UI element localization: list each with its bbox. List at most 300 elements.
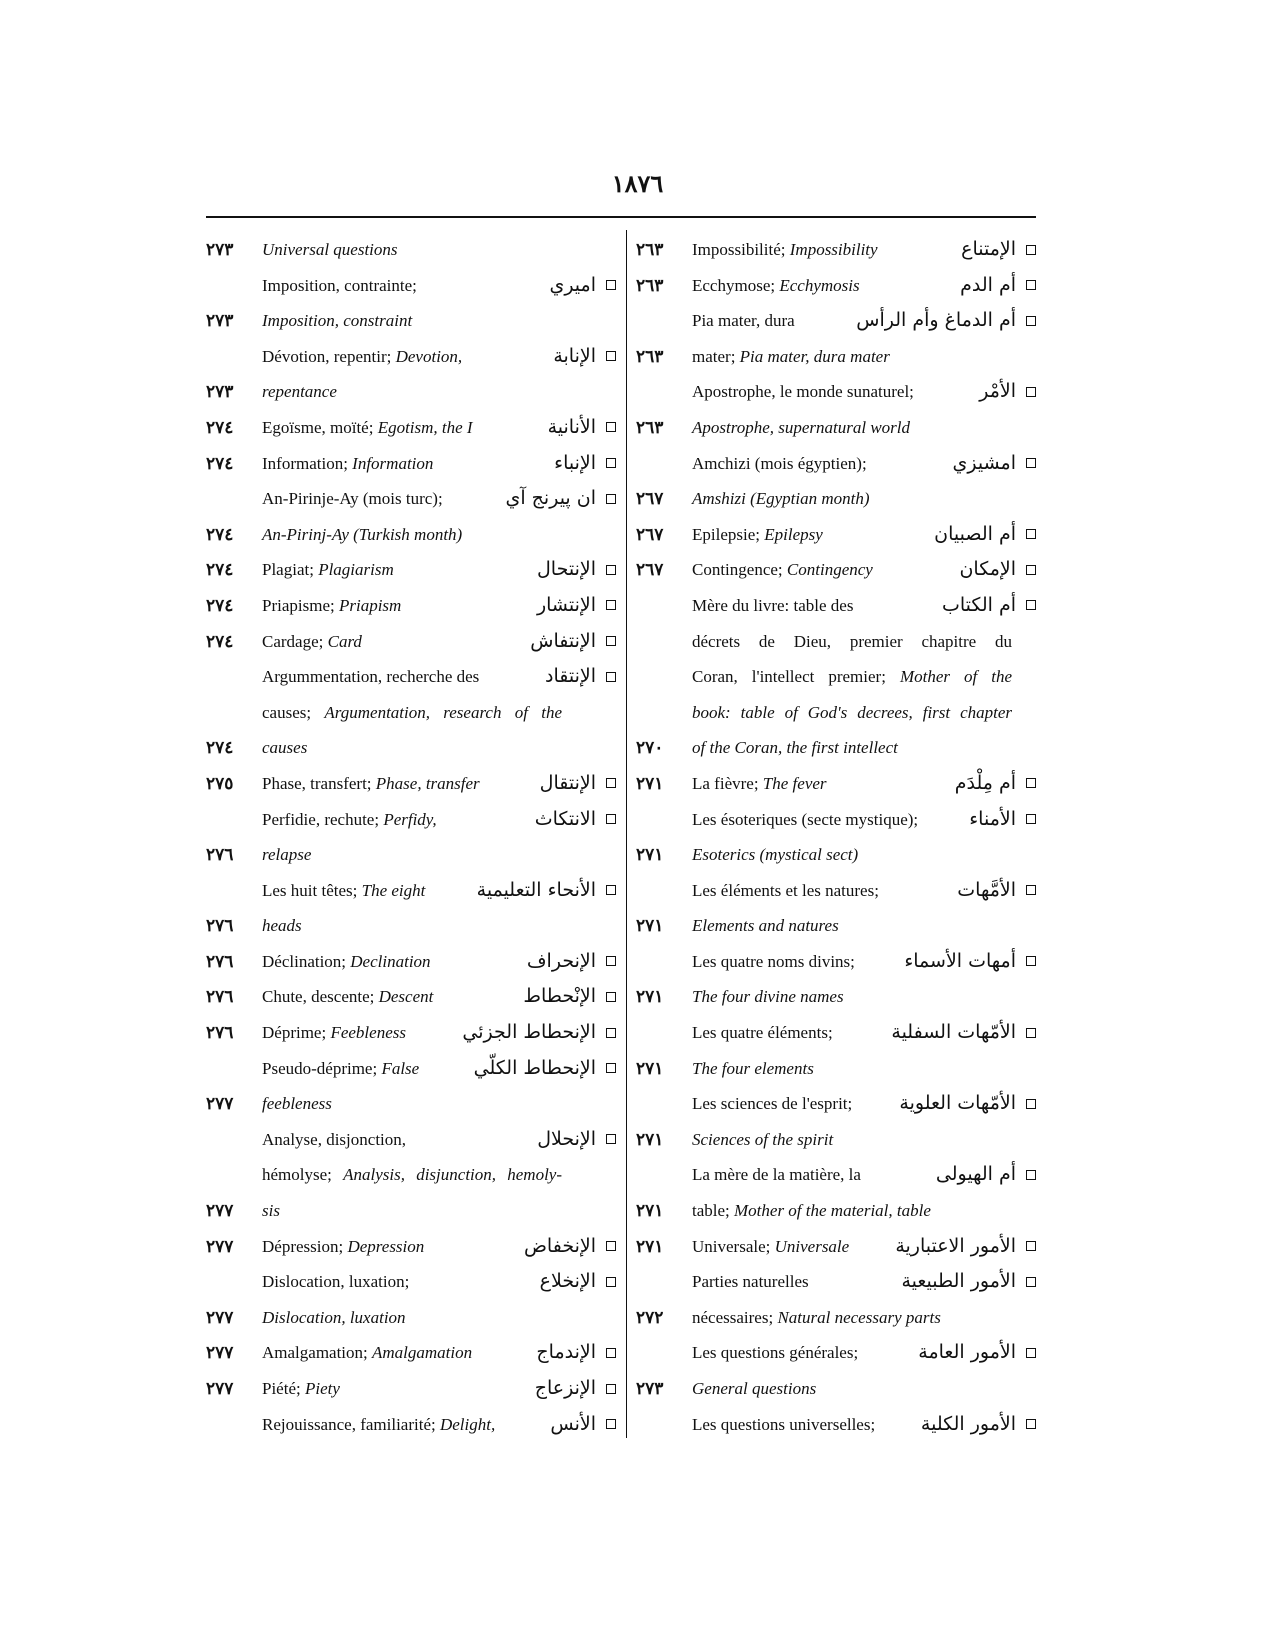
entry-bullet-icon bbox=[606, 814, 616, 824]
arabic-term: الإنْحطاط bbox=[523, 985, 596, 1008]
arabic-headword bbox=[477, 873, 616, 909]
entry-bullet-icon bbox=[606, 636, 616, 646]
english-term: False bbox=[381, 1058, 420, 1078]
arabic-term: الانتكاث bbox=[534, 807, 596, 830]
entry-text bbox=[692, 446, 982, 482]
entry-line bbox=[636, 802, 1036, 838]
entry-text bbox=[692, 481, 982, 517]
english-term: heads bbox=[262, 916, 302, 936]
entry-text bbox=[262, 1086, 562, 1122]
arabic-headword bbox=[553, 339, 616, 375]
page-reference: ٢٦٧ bbox=[636, 524, 664, 544]
arabic-headword bbox=[505, 481, 616, 517]
entry-text bbox=[262, 339, 562, 375]
entry-text bbox=[262, 410, 562, 446]
arabic-headword bbox=[979, 374, 1036, 410]
page-reference: ٢٧١ bbox=[636, 916, 664, 936]
entry-bullet-icon bbox=[606, 600, 616, 610]
entry-line bbox=[636, 873, 1036, 909]
page-reference: ٢٧١ bbox=[636, 1129, 664, 1149]
entry-line bbox=[206, 873, 616, 909]
entry-line bbox=[636, 1015, 1036, 1051]
arabic-headword bbox=[895, 1229, 1036, 1265]
arabic-term: الإنخفاض bbox=[523, 1234, 596, 1257]
entry-line bbox=[636, 1335, 1036, 1371]
entry-text bbox=[262, 232, 562, 268]
entry-line bbox=[206, 517, 616, 553]
entry-text bbox=[262, 659, 562, 695]
entry-line bbox=[636, 766, 1036, 802]
english-term: The four divine names bbox=[692, 987, 844, 1007]
entry-line bbox=[206, 1335, 616, 1371]
entry-text bbox=[262, 588, 562, 624]
entry-line bbox=[636, 624, 1036, 660]
arabic-headword bbox=[942, 588, 1036, 624]
entry-text bbox=[262, 552, 562, 588]
arabic-headword bbox=[549, 268, 616, 304]
arabic-headword bbox=[959, 552, 1036, 588]
french-term: Coran, l'intellect premier; bbox=[692, 667, 886, 687]
entry-text bbox=[692, 268, 982, 304]
entry-line bbox=[206, 1407, 616, 1443]
english-term: Argumentation, research of the bbox=[324, 702, 563, 722]
entry-line bbox=[636, 552, 1036, 588]
arabic-term: الأمْر bbox=[979, 380, 1016, 403]
french-term: causes; bbox=[262, 702, 312, 722]
arabic-headword bbox=[540, 1264, 616, 1300]
french-term: Universale; bbox=[692, 1236, 771, 1256]
french-term: Les éléments et les natures; bbox=[692, 880, 879, 900]
entry-text bbox=[262, 624, 562, 660]
french-term: mater; bbox=[692, 346, 736, 366]
entry-line bbox=[636, 1086, 1036, 1122]
arabic-headword bbox=[961, 232, 1036, 268]
entry-line bbox=[206, 1300, 616, 1336]
french-term: Impossibilité; bbox=[692, 240, 786, 259]
entry-line bbox=[636, 374, 1036, 410]
entry-text bbox=[692, 232, 982, 268]
english-term: Card bbox=[327, 631, 362, 651]
english-term: Egotism, the I bbox=[377, 417, 473, 437]
arabic-headword bbox=[918, 1335, 1036, 1371]
english-term: Natural necessary parts bbox=[777, 1307, 941, 1327]
entry-text bbox=[692, 588, 982, 624]
page-reference: ٢٧٣ bbox=[206, 382, 234, 402]
english-term: Devotion, bbox=[395, 346, 463, 366]
arabic-headword bbox=[891, 1015, 1036, 1051]
entry-text bbox=[262, 446, 562, 482]
arabic-headword bbox=[537, 1122, 616, 1158]
entry-text bbox=[262, 1157, 562, 1193]
page-reference: ٢٧٦ bbox=[206, 845, 234, 865]
english-term: Contingency bbox=[786, 560, 873, 580]
entry-text bbox=[262, 802, 562, 838]
english-term: feebleness bbox=[262, 1094, 332, 1114]
english-term: Universale bbox=[774, 1236, 850, 1256]
arabic-headword bbox=[934, 517, 1036, 553]
entry-bullet-icon bbox=[1026, 1241, 1036, 1251]
english-term: Depression bbox=[347, 1236, 425, 1256]
entry-line bbox=[206, 446, 616, 482]
entry-text bbox=[692, 837, 982, 873]
entry-line bbox=[206, 232, 616, 268]
entry-line bbox=[636, 481, 1036, 517]
page-reference: ٢٧٧ bbox=[206, 1379, 234, 1398]
entry-line bbox=[206, 1229, 616, 1265]
french-term: Epilepsie; bbox=[692, 524, 760, 544]
page-reference: ٢٧٧ bbox=[206, 1307, 234, 1327]
french-term: Mère du livre: table des bbox=[692, 595, 854, 615]
english-term: An-Pirinj-Ay (Turkish month) bbox=[262, 524, 463, 544]
arabic-headword bbox=[957, 873, 1036, 909]
arabic-term: امشيزي bbox=[952, 451, 1016, 474]
arabic-term: الأمور الكلية bbox=[920, 1412, 1016, 1435]
english-term: The eight bbox=[361, 880, 426, 900]
french-term: Les ésoteriques (secte mystique); bbox=[692, 809, 919, 829]
page-reference: ٢٧٧ bbox=[206, 1094, 234, 1114]
page-reference: ٢٧٦ bbox=[206, 987, 234, 1007]
entry-text bbox=[692, 873, 982, 909]
entry-bullet-icon bbox=[1026, 885, 1036, 895]
entry-bullet-icon bbox=[606, 1348, 616, 1358]
arabic-term: الأمور الاعتبارية bbox=[895, 1234, 1016, 1257]
entry-text bbox=[262, 1229, 562, 1265]
arabic-headword bbox=[969, 802, 1036, 838]
english-term: Perfidy, bbox=[383, 809, 437, 829]
entry-bullet-icon bbox=[606, 494, 616, 504]
page-reference: ٢٧٢ bbox=[636, 1307, 664, 1327]
arabic-term: أمهات الأسماء bbox=[904, 949, 1016, 972]
entry-line bbox=[206, 695, 616, 731]
entry-line bbox=[206, 624, 616, 660]
entry-line bbox=[206, 730, 616, 766]
english-term: Mother of the material, table bbox=[734, 1201, 931, 1221]
entry-text bbox=[692, 1051, 982, 1087]
entry-text bbox=[692, 908, 982, 944]
entry-line bbox=[206, 1371, 616, 1407]
arabic-headword bbox=[540, 766, 616, 802]
page-reference: ٢٦٧ bbox=[636, 560, 664, 580]
arabic-headword bbox=[856, 303, 1036, 339]
arabic-term: الإنحلال bbox=[537, 1127, 596, 1150]
entry-line bbox=[206, 268, 616, 304]
entry-text bbox=[262, 1264, 562, 1300]
english-term: Ecchymosis bbox=[779, 275, 860, 295]
page-reference: ٢٧١ bbox=[636, 845, 664, 865]
page-reference: ٢٧٤ bbox=[206, 595, 234, 615]
english-term: Epilepsy bbox=[764, 524, 823, 544]
header-rule bbox=[206, 216, 1036, 218]
entry-bullet-icon bbox=[606, 1028, 616, 1038]
french-term: Déclination; bbox=[262, 951, 347, 971]
entry-text bbox=[262, 374, 562, 410]
entry-line bbox=[636, 908, 1036, 944]
arabic-headword bbox=[960, 268, 1036, 304]
entry-text bbox=[262, 303, 562, 339]
arabic-term: الإنحراف bbox=[526, 949, 596, 972]
english-term: sis bbox=[262, 1201, 280, 1221]
entry-line bbox=[206, 659, 616, 695]
english-term: Plagiarism bbox=[318, 560, 394, 580]
french-term: La fièvre; bbox=[692, 773, 759, 793]
entry-bullet-icon bbox=[1026, 956, 1036, 966]
entry-line bbox=[206, 374, 616, 410]
arabic-term: الأنحاء التعليمية bbox=[476, 878, 596, 901]
entry-line bbox=[636, 944, 1036, 980]
page-reference: ٢٧٤ bbox=[206, 631, 234, 651]
french-term: Apostrophe, le monde sunaturel; bbox=[692, 382, 914, 402]
entry-bullet-icon bbox=[606, 1419, 616, 1429]
page-reference: ٢٧٧ bbox=[206, 1201, 234, 1221]
entry-line bbox=[636, 979, 1036, 1015]
arabic-term: أم الدماغ وأم الرأس bbox=[856, 309, 1016, 332]
french-term: Dépression; bbox=[262, 1236, 344, 1256]
entry-line bbox=[206, 552, 616, 588]
entry-bullet-icon bbox=[1026, 600, 1036, 610]
page-reference: ٢٧٠ bbox=[636, 738, 664, 758]
english-term: Amalgamation bbox=[372, 1343, 473, 1363]
arabic-term: الأمور الطبيعية bbox=[901, 1270, 1016, 1293]
english-term: The fever bbox=[762, 773, 827, 793]
french-term: Plagiat; bbox=[262, 560, 314, 580]
english-term: Piety bbox=[304, 1379, 340, 1398]
entry-bullet-icon bbox=[1026, 316, 1036, 326]
entry-bullet-icon bbox=[606, 422, 616, 432]
entry-line bbox=[206, 1264, 616, 1300]
page-reference: ٢٧١ bbox=[636, 773, 664, 793]
french-term: Les questions universelles; bbox=[692, 1414, 876, 1434]
entry-text bbox=[262, 1300, 562, 1336]
french-term: Phase, transfert; bbox=[262, 773, 372, 793]
left-column bbox=[206, 232, 616, 1442]
entry-bullet-icon bbox=[606, 1277, 616, 1287]
page-reference: ٢٧٤ bbox=[206, 524, 234, 544]
entry-line bbox=[206, 588, 616, 624]
french-term: An-Pirinje-Ay (mois turc); bbox=[262, 489, 443, 509]
entry-line bbox=[206, 339, 616, 375]
page-number: ١٨٧٦ bbox=[611, 172, 664, 198]
arabic-term: أم الهيولى bbox=[935, 1163, 1016, 1186]
entry-line bbox=[206, 766, 616, 802]
french-term: table; bbox=[692, 1201, 730, 1221]
arabic-term: الإنزعاج bbox=[534, 1377, 596, 1399]
french-term: Information; bbox=[262, 453, 348, 473]
entry-text bbox=[262, 837, 562, 873]
entry-text bbox=[262, 1371, 562, 1407]
page-reference: ٢٧١ bbox=[636, 987, 664, 1007]
entry-line bbox=[206, 1051, 616, 1087]
french-term: Déprime; bbox=[262, 1023, 327, 1043]
entry-text bbox=[692, 730, 982, 766]
entry-line bbox=[206, 979, 616, 1015]
entry-line bbox=[206, 1122, 616, 1158]
entry-bullet-icon bbox=[606, 351, 616, 361]
french-term: nécessaires; bbox=[692, 1307, 774, 1327]
arabic-term: الإنخلاع bbox=[539, 1270, 596, 1293]
entry-text bbox=[692, 766, 982, 802]
entry-line bbox=[206, 481, 616, 517]
entry-line bbox=[206, 1015, 616, 1051]
entry-line bbox=[636, 1264, 1036, 1300]
entry-text bbox=[262, 1193, 562, 1229]
entry-text bbox=[692, 979, 982, 1015]
french-term: Les huit têtes; bbox=[262, 880, 358, 900]
entry-text bbox=[692, 552, 982, 588]
entry-text bbox=[262, 268, 562, 304]
page-reference: ٢٦٣ bbox=[636, 417, 664, 437]
english-term: Delight, bbox=[439, 1414, 496, 1434]
arabic-term: اميري bbox=[549, 273, 596, 296]
arabic-term: الإنتفاش bbox=[530, 629, 596, 652]
entry-line bbox=[206, 908, 616, 944]
arabic-headword bbox=[527, 944, 616, 980]
page-reference: ٢٧١ bbox=[636, 1058, 664, 1078]
english-term: of the Coran, the first intellect bbox=[692, 738, 898, 758]
french-term: Egoïsme, moïté; bbox=[262, 417, 374, 437]
arabic-headword bbox=[537, 588, 616, 624]
arabic-term: الأنانية bbox=[547, 415, 596, 438]
entry-bullet-icon bbox=[1026, 387, 1036, 397]
entry-bullet-icon bbox=[1026, 529, 1036, 539]
french-term: Pia mater, dura bbox=[692, 311, 795, 331]
french-term: Les sciences de l'esprit; bbox=[692, 1094, 853, 1114]
entry-line bbox=[206, 410, 616, 446]
arabic-term: الإنحطاط الجزئي bbox=[462, 1021, 596, 1044]
entry-bullet-icon bbox=[606, 956, 616, 966]
arabic-term: الإنتشار bbox=[536, 593, 596, 616]
entry-line bbox=[206, 837, 616, 873]
french-term: Les questions générales; bbox=[692, 1343, 859, 1363]
arabic-headword bbox=[545, 659, 616, 695]
arabic-term: الإنتقال bbox=[539, 771, 596, 794]
arabic-headword bbox=[524, 1229, 616, 1265]
entry-text bbox=[692, 1300, 982, 1336]
arabic-headword bbox=[462, 1015, 616, 1051]
entry-text bbox=[692, 374, 982, 410]
english-term: Apostrophe, supernatural world bbox=[692, 417, 911, 437]
page-reference: ٢٧٣ bbox=[206, 240, 234, 259]
french-term: La mère de la matière, la bbox=[692, 1165, 861, 1185]
english-term: Esoterics (mystical sect) bbox=[692, 845, 859, 865]
entry-bullet-icon bbox=[1026, 1277, 1036, 1287]
french-term: Argummentation, recherche des bbox=[262, 667, 480, 687]
entry-bullet-icon bbox=[1026, 1348, 1036, 1358]
arabic-headword bbox=[530, 624, 616, 660]
arabic-term: الإندماج bbox=[536, 1341, 596, 1364]
arabic-term: الإمكان bbox=[959, 558, 1016, 581]
english-term: Feebleness bbox=[330, 1023, 406, 1043]
french-term: Rejouissance, familiarité; bbox=[262, 1414, 436, 1434]
french-term: Chute, descente; bbox=[262, 987, 375, 1007]
english-term: Analysis, disjunction, hemoly- bbox=[343, 1165, 562, 1185]
english-term: The four elements bbox=[692, 1058, 814, 1078]
page-reference: ٢٧١ bbox=[636, 1201, 664, 1221]
entry-text bbox=[692, 695, 1012, 731]
entry-text bbox=[692, 802, 982, 838]
french-term: Amalgamation; bbox=[262, 1343, 368, 1363]
french-term: Analyse, disjonction, bbox=[262, 1129, 407, 1149]
entry-text bbox=[692, 1122, 982, 1158]
entry-line bbox=[636, 446, 1036, 482]
entry-line bbox=[636, 659, 1036, 695]
entry-line bbox=[636, 1229, 1036, 1265]
arabic-headword bbox=[904, 944, 1036, 980]
arabic-headword bbox=[548, 410, 616, 446]
arabic-headword bbox=[936, 1157, 1036, 1193]
english-term: repentance bbox=[262, 382, 337, 402]
entry-bullet-icon bbox=[606, 1134, 616, 1144]
entry-bullet-icon bbox=[1026, 1170, 1036, 1180]
entry-line bbox=[636, 1193, 1036, 1229]
page-reference: ٢٦٧ bbox=[636, 489, 664, 509]
entry-text bbox=[262, 944, 562, 980]
entry-text bbox=[692, 339, 982, 375]
entry-line bbox=[636, 1407, 1036, 1443]
entry-text bbox=[262, 908, 562, 944]
page-reference: ٢٧٧ bbox=[206, 1236, 234, 1256]
french-term: Dislocation, luxation; bbox=[262, 1272, 410, 1292]
page-reference: ٢٧٤ bbox=[206, 560, 234, 580]
arabic-headword bbox=[474, 1051, 616, 1087]
page-reference: ٢٧٤ bbox=[206, 417, 234, 437]
entry-bullet-icon bbox=[606, 565, 616, 575]
french-term: Contingence; bbox=[692, 560, 783, 580]
entry-line bbox=[206, 303, 616, 339]
entry-line bbox=[636, 837, 1036, 873]
french-term: Perfidie, rechute; bbox=[262, 809, 380, 829]
arabic-term: الأمَّهات bbox=[957, 878, 1016, 901]
entry-bullet-icon bbox=[606, 1063, 616, 1073]
arabic-term: الأمّهات السفلية bbox=[891, 1021, 1016, 1044]
entry-text bbox=[262, 730, 562, 766]
page-reference: ٢٧٤ bbox=[206, 453, 234, 473]
arabic-headword bbox=[535, 1371, 616, 1407]
arabic-headword bbox=[523, 979, 616, 1015]
entry-bullet-icon bbox=[1026, 280, 1036, 290]
page-reference: ٢٦٣ bbox=[636, 275, 664, 295]
page-reference: ٢٧٦ bbox=[206, 951, 234, 971]
page-reference: ٢٧٧ bbox=[206, 1343, 234, 1363]
entry-line bbox=[636, 303, 1036, 339]
entry-text bbox=[262, 517, 562, 553]
english-term: Mother of the bbox=[899, 667, 1013, 687]
entry-bullet-icon bbox=[1026, 814, 1036, 824]
french-term: Ecchymose; bbox=[692, 275, 776, 295]
entry-text bbox=[262, 1407, 562, 1443]
english-term: Universal questions bbox=[262, 240, 398, 259]
arabic-term: الإنابة bbox=[553, 344, 596, 367]
arabic-headword bbox=[535, 802, 616, 838]
entry-line bbox=[636, 268, 1036, 304]
arabic-headword bbox=[899, 1086, 1036, 1122]
page-reference: ٢٧٦ bbox=[206, 1023, 234, 1043]
page-reference: ٢٦٣ bbox=[636, 346, 664, 366]
english-term: Dislocation, luxation bbox=[262, 1307, 406, 1327]
entry-text bbox=[692, 624, 1012, 660]
entry-line bbox=[206, 802, 616, 838]
entry-bullet-icon bbox=[606, 1241, 616, 1251]
arabic-term: الأمّهات العلوية bbox=[899, 1092, 1016, 1115]
page-reference: ٢٧٥ bbox=[206, 773, 234, 793]
arabic-term: الإنتقاد bbox=[545, 665, 596, 688]
french-term: Amchizi (mois égyptien); bbox=[692, 453, 867, 473]
arabic-term: الأمور العامة bbox=[918, 1341, 1016, 1364]
arabic-headword bbox=[901, 1264, 1036, 1300]
entry-line bbox=[206, 1157, 616, 1193]
entry-line bbox=[636, 517, 1036, 553]
entry-bullet-icon bbox=[606, 885, 616, 895]
entry-text bbox=[262, 695, 562, 731]
